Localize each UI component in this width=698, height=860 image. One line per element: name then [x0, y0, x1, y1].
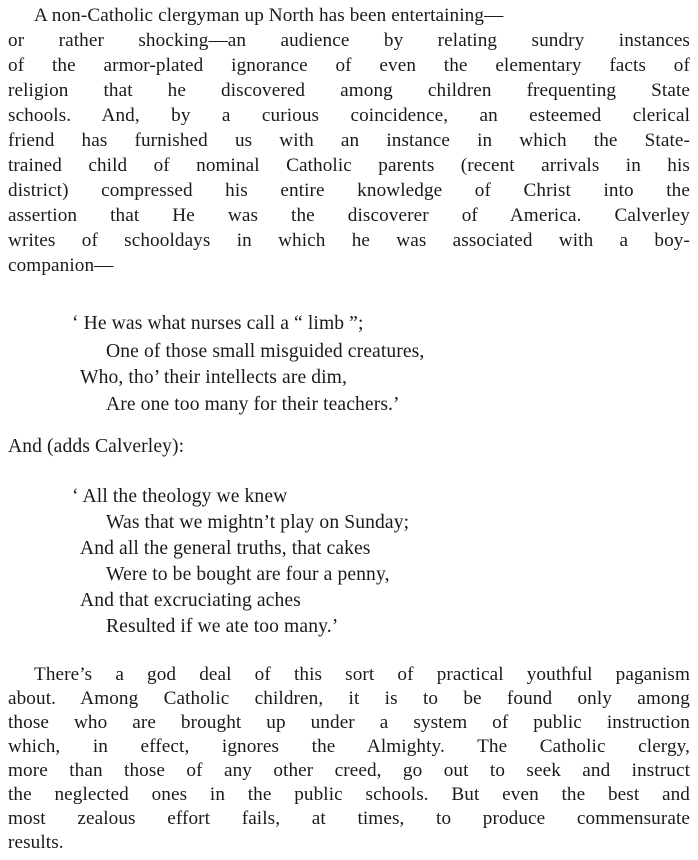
verse-1-line-4: Are one too many for their teachers.’: [106, 394, 400, 415]
verse-2-line-6: Resulted if we ate too many.’: [106, 616, 339, 637]
interlude-line: And (adds Calverley):: [8, 436, 185, 457]
paragraph-1-line-10: writes of schooldays in which he was associated with a boy-: [8, 230, 690, 251]
paragraph-2-line-4: which, in effect, ignores the Almighty. The Catholic clergy,: [8, 736, 690, 757]
paragraph-2-line-2: about. Among Catholic children, it is to be found only among: [8, 688, 690, 709]
verse-2-line-1: ‘ All the theology we knew: [72, 486, 288, 507]
paragraph-1-line-7: trained child of nominal Catholic parents (recent arrivals in his: [8, 155, 690, 176]
paragraph-1-line-9: assertion that He was the discoverer of America. Calverley: [8, 205, 690, 226]
paragraph-1-line-8: district) compressed his entire knowledge of Christ into the: [8, 180, 690, 201]
paragraph-2-line-3: those who are brought up under a system of public instruction: [8, 712, 690, 733]
paragraph-1-line-2: or rather shocking—an audience by relating sundry instances: [8, 30, 690, 51]
paragraph-1-line-5: schools. And, by a curious coincidence, an esteemed clerical: [8, 105, 690, 126]
paragraph-2-line-7: most zealous effort fails, at times, to produce commensurate: [8, 808, 690, 829]
paragraph-1-line-11: companion—: [8, 255, 114, 276]
verse-2-line-5: And that excruciating aches: [80, 590, 301, 611]
verse-1-line-3: Who, tho’ their intellects are dim,: [80, 367, 348, 388]
verse-1-line-2: One of those small misguided creatures,: [106, 341, 425, 362]
paragraph-1-line-1: A non-Catholic clergyman up North has been entertaining—: [34, 5, 504, 26]
paragraph-2-line-5: more than those of any other creed, go out to seek and instruct: [8, 760, 690, 781]
verse-1-line-1: ‘ He was what nurses call a “ limb ”;: [72, 313, 364, 334]
paragraph-2-line-8: results.: [8, 832, 64, 853]
paragraph-2-line-1: There’s a god deal of this sort of practical youthful paganism: [34, 664, 690, 685]
verse-2-line-3: And all the general truths, that cakes: [80, 538, 371, 559]
paragraph-1-line-3: of the armor-plated ignorance of even the elementary facts of: [8, 55, 690, 76]
paragraph-1-line-6: friend has furnished us with an instance in which the State-: [8, 130, 690, 151]
verse-2-line-4: Were to be bought are four a penny,: [106, 564, 390, 585]
paragraph-2-line-6: the neglected ones in the public schools. But even the best and: [8, 784, 690, 805]
paragraph-1-line-4: religion that he discovered among children frequenting State: [8, 80, 690, 101]
verse-2-line-2: Was that we mightn’t play on Sunday;: [106, 512, 410, 533]
